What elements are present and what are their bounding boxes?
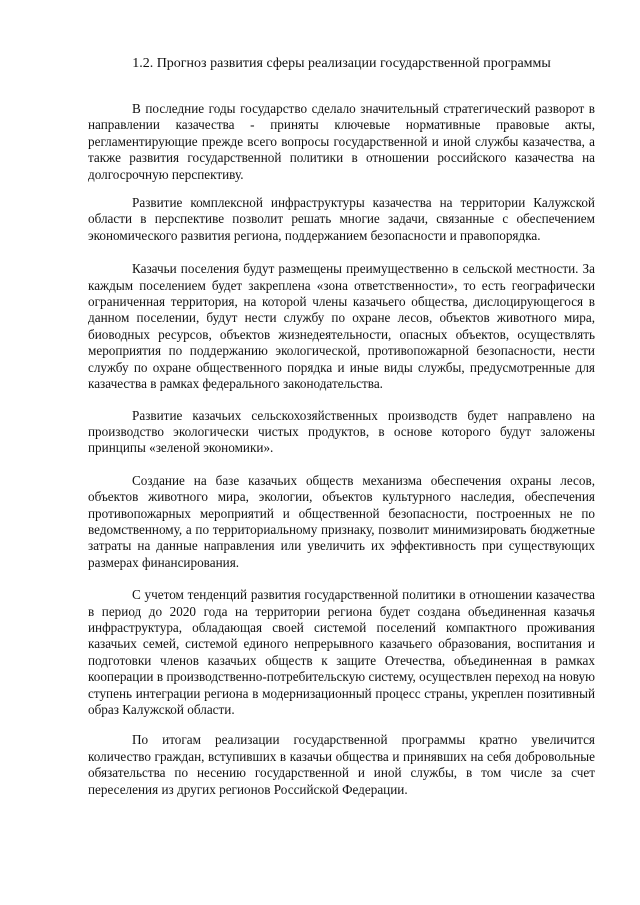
paragraph-strategic-turn: В последние годы государство сделало значительный стратегический разворот в направлении казачества - приняты ключевые нормативные правовые акты, регламентирующие прежде всего вопросы государственной и иной службы казачества, а также развития государственной политики в отношении российского казачества на долгосрочную перспективу. [88,101,595,182]
paragraph-protection-mechanism: Создание на базе казачьих обществ механизма обеспечения охраны лесов, объектов животного мира, экологии, объектов культурного наследия, обеспечения противопожарных мероприятий и общественной безопасности, построенных не по ведомственному, а по территориальному признаку, позволит минимизировать бюджетные затраты на данные направления или увеличить их эффективность при существующих размерах финансирования. [88,472,595,570]
paragraph-settlements: Казачьи поселения будут размещены преимущественно в сельской местности. За каждым поселением будет закреплена «зона ответственности», то есть географически ограниченная территория, на которой члены казачьего общества, дислоцирующегося в данном поселении, будут нести службу по охране лесов, объектов животного мира, биоводных ресурсов, объектов жизнедеятельности, опасных объектов, осуществлять мероприятия по поддержанию экологической, противопожарной безопасности, нести службу по охране общественного порядка и иные виды службы, предусмотренные для казачества в рамках федерального законодательства. [88,261,595,392]
paragraph-agriculture: Развитие казачьих сельскохозяйственных производств будет направлено на производство экологически чистых продуктов, в основе которого будут заложены принципы «зеленой экономики». [88,407,595,456]
document-page [88,55,595,812]
paragraph-infrastructure: Развитие комплексной инфраструктуры казачества на территории Калужской области в перспективе позволит решать многие задачи, связанные с обеспечением экономического развития региона, поддержанием безопасности и правопорядка. [88,195,595,243]
paragraph-outlook-2020: С учетом тенденций развития государственной политики в отношении казачества в период до 2020 года на территории региона будет создана объединенная казачья инфраструктура, обладающая своей системой поселений компактного проживания казачьих семей, системой единого непрерывного казачьего образования, воспитания и подготовки членов казачьих обществ к защите Отечества, объединенная в рамках кооперации в производственно-потребительскую систему, осуществлен переход на новую ступень интеграции региона в модернизационный процесс страны, укреплен позитивный образ Калужской области. [88,587,595,717]
paragraph-results: По итогам реализации государственной программы кратно увеличится количество граждан, вступивших в казачьи общества и принявших на себя добровольные обязательства по несению государственной и иной службы, в том числе за счет переселения из других регионов Российской Федерации. [88,732,595,797]
section-title: 1.2. Прогноз развития сферы реализации государственной программы [132,56,551,71]
